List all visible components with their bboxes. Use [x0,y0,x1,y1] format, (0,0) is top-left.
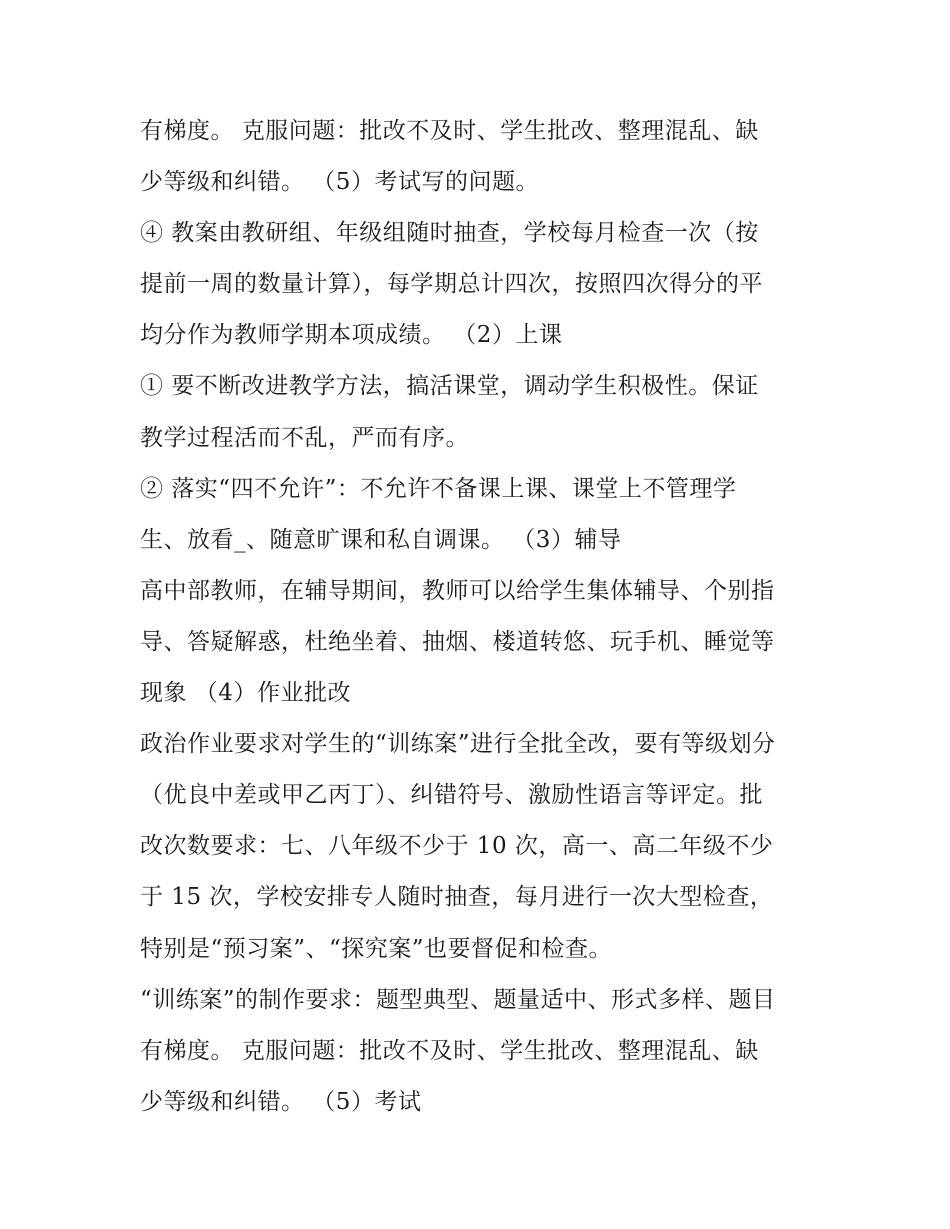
text-line-4: 提前一周的数量计算），每学期总计四次，按照四次得分的平 [140,271,763,298]
text-line-16: 于 15 次，学校安排专人随时抽查，每月进行一次大型检查， [140,884,774,911]
text-line-12: 现象 （4）作业批改 [140,680,351,707]
text-line-5: 均分作为教师学期本项成绩。 （2）上课 [140,322,563,349]
text-line-6: ① 要不断改进教学方法，搞活课堂，调动学生积极性。保证 [140,373,759,400]
text-line-11: 导、答疑解惑，杜绝坐着、抽烟、楼道转悠、玩手机、睡觉等 [140,628,775,655]
text-line-1: 有梯度。 克服问题：批改不及时、学生批改、整理混乱、缺 [140,118,759,144]
text-line-7: 教学过程活而不乱，严而有序。 [140,424,469,451]
text-line-9: 生、放看_、随意旷课和私自调课。 （3）辅导 [140,526,622,553]
text-line-18: “训练案”的制作要求：题型典型、题量适中、形式多样、题目 [140,986,776,1013]
text-line-19: 有梯度。 克服问题：批改不及时、学生批改、整理混乱、缺 [140,1037,759,1064]
text-line-8: ② 落实“四不允许”：不允许不备课上课、课堂上不管理学 [140,475,737,502]
document-body [140,106,830,1128]
text-line-14: （优良中差或甲乙丙丁）、纠错符号、激励性语言等评定。批 [140,782,763,809]
text-line-20: 少等级和纠错。 （5）考试 [140,1088,422,1115]
text-line-13: 政治作业要求对学生的“训练案”进行全批全改，要有等级划分 [140,731,776,758]
text-line-2: 少等级和纠错。 （5）考试写的问题。 [140,169,539,196]
text-line-3: ④ 教案由教研组、年级组随时抽查，学校每月检查一次（按 [140,220,759,247]
text-line-15: 改次数要求：七、八年级不少于 10 次，高一、高二年级不少 [140,833,774,860]
text-line-17: 特别是“预习案”、“探究案”也要督促和检查。 [140,935,613,962]
text-line-10: 高中部教师，在辅导期间，教师可以给学生集体辅导、个别指 [140,577,775,604]
